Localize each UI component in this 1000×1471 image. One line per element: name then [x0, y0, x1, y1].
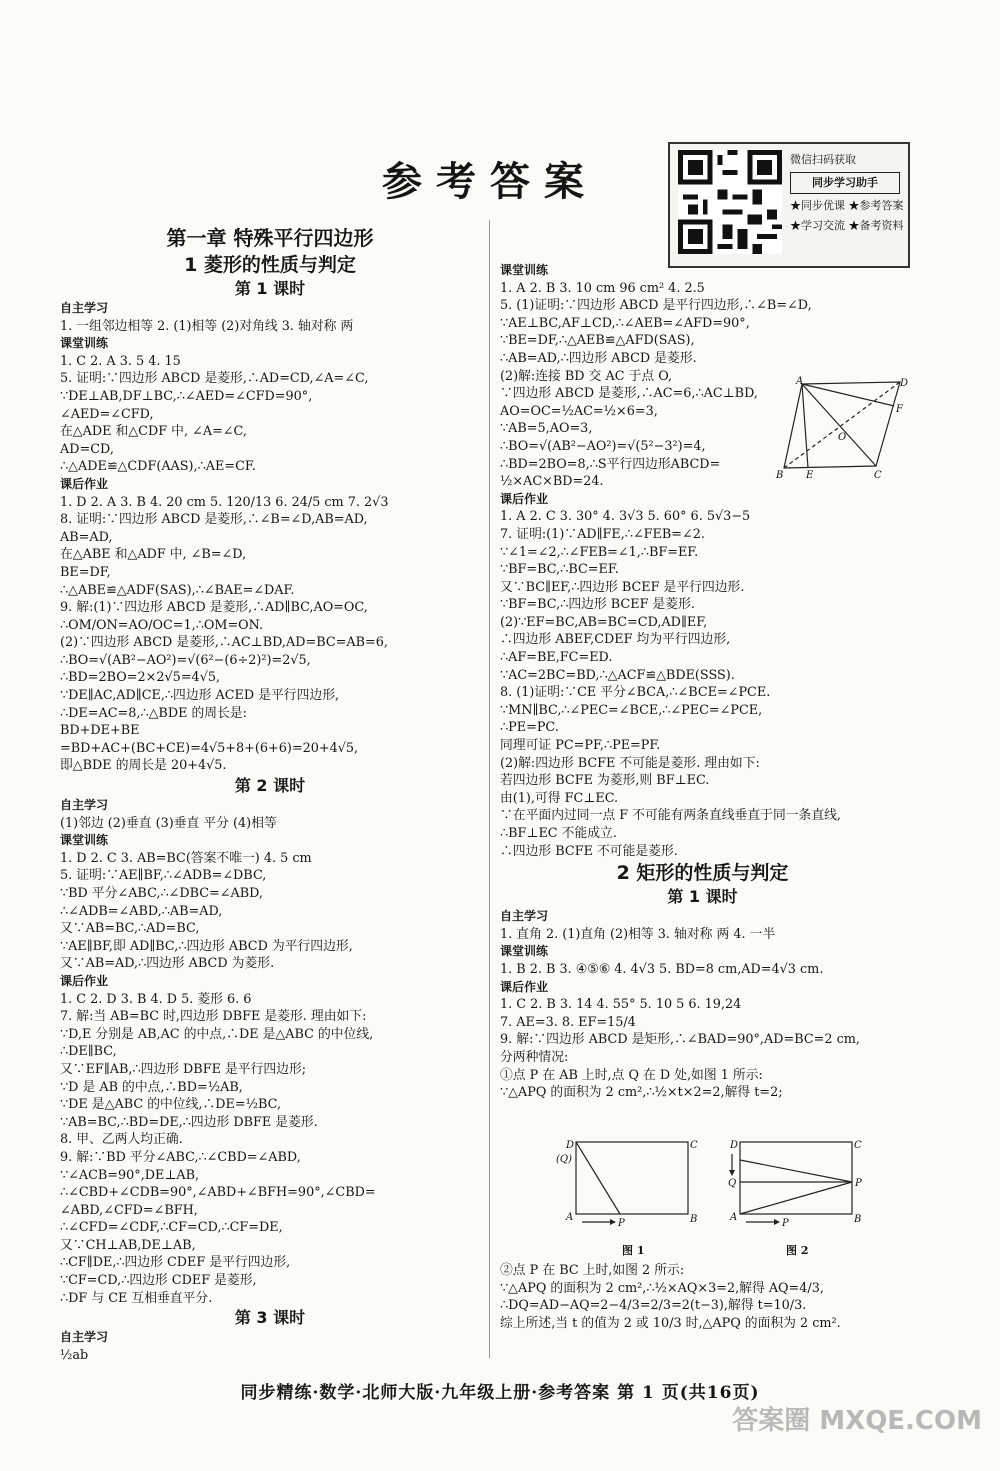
- label-B: B: [690, 1214, 698, 1225]
- answer-line: ∴PE=PC.: [500, 720, 559, 736]
- answer-line: 8. 甲、乙两人均正确.: [60, 1132, 183, 1148]
- answer-line: (2)解:四边形 BCFE 不可能是菱形. 理由如下:: [500, 755, 760, 771]
- label-P: P: [618, 1218, 625, 1229]
- answer-line: 1. A 2. C 3. 30° 4. 3√3 5. 60° 6. 5√3−5: [500, 509, 751, 525]
- answer-line: ∵CF=CD,∴四边形 CDEF 是菱形,: [60, 1273, 257, 1289]
- answer-line: ∵∠1=∠2,∴∠FEB=∠1,∴BF=EF.: [500, 544, 699, 560]
- answer-line: 1. A 2. B 3. 10 cm 96 cm² 4. 2.5: [500, 280, 705, 296]
- answer-line: 若四边形 BCFE 为菱形,则 BF⊥EC.: [500, 773, 710, 789]
- answer-line: ∴DE∥BC,: [60, 1044, 117, 1060]
- qr-promo-box: [668, 142, 910, 268]
- section-heading: 课堂训练: [60, 336, 109, 351]
- page-title: 参考答案: [382, 158, 598, 205]
- section-heading: 自主学习: [500, 909, 549, 924]
- answer-line: ∴四边形 ABEF,CDEF 均为平行四边形,: [500, 632, 731, 648]
- answer-line: 由(1),可得 FC⊥EC.: [500, 790, 619, 806]
- answer-line: 5. (1)证明:∵四边形 ABCD 是平行四边形,∴∠B=∠D,: [500, 298, 812, 314]
- answer-line: 7. 解:当 AB=BC 时,四边形 DBFE 是菱形. 理由如下:: [60, 1009, 367, 1025]
- label-A: A: [566, 1212, 574, 1223]
- section-heading: 自主学习: [60, 798, 109, 813]
- figure-1-caption: 图 1: [622, 1244, 645, 1257]
- answer-line: 8. 证明:∵四边形 ABCD 是菱形,∴∠B=∠D,AB=AD,: [60, 512, 368, 528]
- answer-line: ∴△ADE≌△CDF(AAS),∴AE=CF.: [60, 459, 256, 475]
- answer-line: 又∵CH⊥AB,DE⊥AB,: [60, 1237, 196, 1253]
- answer-line: 又∵AB=AD,∴四边形 ABCD 为菱形.: [60, 956, 275, 972]
- answer-line: ∴四边形 BCFE 不可能是菱形.: [500, 843, 678, 859]
- answer-line: 1. 直角 2. (1)直角 (2)相等 3. 轴对称 两 4. 一半: [500, 926, 776, 942]
- answer-line: 同理可证 PC=PF,∴PE=PF.: [500, 738, 661, 754]
- answer-line: ∵BF=BC,∴四边形 BCEF 是菱形.: [500, 597, 695, 613]
- answer-line: ∵D 是 AB 的中点,∴BD=½AB,: [60, 1079, 243, 1095]
- answer-line: ∵BF=BC,∴BC=EF.: [500, 562, 619, 578]
- label-B: B: [776, 470, 784, 481]
- answer-line: AB=AD,: [60, 529, 113, 545]
- chapter-heading: 2 矩形的性质与判定: [616, 862, 789, 885]
- answer-line: 1. D 2. A 3. B 4. 20 cm 5. 120/13 6. 24/5 cm 7. 2√3: [60, 494, 389, 510]
- answer-line: ½ab: [60, 1347, 89, 1363]
- label-E: E: [806, 470, 814, 481]
- answer-line: 在△ABE 和△ADF 中, ∠B=∠D,: [60, 547, 247, 563]
- section-heading: 课后作业: [500, 979, 549, 994]
- answer-line: ∵∠ACB=90°,DE⊥AB,: [60, 1167, 200, 1183]
- section-heading: 课后作业: [60, 476, 109, 491]
- label-D: D: [566, 1140, 575, 1151]
- answer-line: ∵D,E 分别是 AB,AC 的中点,∴DE 是△ABC 的中位线,: [60, 1026, 374, 1042]
- answer-line: BE=DF,: [60, 564, 111, 580]
- answer-line: 7. 证明:(1)∵AD∥FE,∴∠FEB=∠2.: [500, 526, 705, 542]
- answer-line: ∴BO=√(AB²−AO²)=√(5²−3²)=4,: [500, 438, 706, 454]
- label-A: A: [730, 1212, 738, 1223]
- answer-line: ∵△APQ 的面积为 2 cm²,∴½×AQ×3=2,解得 AQ=4/3,: [500, 1280, 824, 1296]
- answer-line: ∴DF 与 CE 互相垂直平分.: [60, 1290, 213, 1306]
- label-D: D: [730, 1140, 739, 1151]
- answer-line: ∠ABD,∠CFD=∠BFH,: [60, 1202, 198, 1218]
- answer-line: 1. C 2. D 3. B 4. D 5. 菱形 6. 6: [60, 991, 252, 1007]
- label-O: O: [838, 432, 847, 443]
- answer-line: ∴AB=AD,∴四边形 ABCD 是菱形.: [500, 350, 697, 366]
- page-footer: 同步精练·数学·北师大版·九年级上册·参考答案 第 1 页(共16页): [240, 1383, 760, 1403]
- qr-tag: 同步学习助手: [790, 172, 900, 194]
- answer-line: ∵AC=2BC=BD,∴△ACF≌△BDE(SSS).: [500, 667, 735, 683]
- chapter-heading: 第 3 课时: [234, 1308, 306, 1328]
- watermark-logo: 答案圈 MXQE.COM: [732, 1406, 982, 1436]
- label-A: A: [796, 376, 804, 387]
- answer-line: 7. AE=3. 8. EF=15/4: [500, 1014, 636, 1030]
- answer-line: ∵MN∥BC,∴∠PEC=∠BCE,∴∠PEC=∠PCE,: [500, 702, 763, 718]
- answer-line: 9. 解:∵BD 平分∠ABC,∴∠CBD=∠ABD,: [60, 1149, 301, 1165]
- answer-line: ∵AE⊥BC,AF⊥CD,∴∠AEB=∠AFD=90°,: [500, 315, 750, 331]
- answer-line: 即△BDE 的周长是 20+4√5.: [60, 758, 227, 774]
- answer-line: ∴DQ=AD−AQ=2−4/3=2/3=2(t−3),解得 t=10/3.: [500, 1298, 807, 1314]
- answer-line: 又∵AB=BC,∴AD=BC,: [60, 921, 200, 937]
- answer-line: 9. 解:(1)∵四边形 ABCD 是菱形,∴AD∥BC,AO=OC,: [60, 600, 368, 616]
- answer-line: ∴BF⊥EC 不能成立.: [500, 826, 617, 841]
- answer-line: ∠AED=∠CFD,: [60, 406, 154, 422]
- answer-line: ∵在平面内过同一点 F 不可能有两条直线垂直于同一条直线,: [500, 808, 842, 824]
- label-B: B: [854, 1214, 862, 1225]
- label-D: D: [900, 378, 909, 389]
- answer-line: ∵DE 是△ABC 的中位线,∴DE=½BC,: [60, 1097, 282, 1113]
- answer-line: (2)∵EF=BC,AB=BC=CD,AD∥EF,: [500, 614, 708, 630]
- section-heading: 自主学习: [60, 1330, 109, 1345]
- answer-line: ∴∠ADB=∠ABD,∴AB=AD,: [60, 903, 223, 919]
- section-heading: 课堂训练: [60, 833, 109, 848]
- section-heading: 课堂训练: [500, 263, 549, 277]
- qr-feature-1: ★同步优课 ★参考答案: [790, 199, 904, 212]
- rhombus-figure: [776, 374, 909, 486]
- answer-line: ①点 P 在 AB 上时,点 Q 在 D 处,如图 1 所示:: [500, 1067, 763, 1083]
- label-Q: (Q): [556, 1154, 573, 1165]
- answer-line: ∵AE∥BF,即 AD∥BC,∴四边形 ABCD 为平行四边形,: [60, 938, 353, 954]
- rectangle-figure-2: [724, 1138, 884, 1260]
- answer-line: AO=OC=½AC=½×6=3,: [500, 403, 658, 419]
- label-C: C: [854, 1140, 862, 1151]
- answer-line: ∴OM/ON=AO/OC=1,∴OM=ON.: [60, 617, 264, 633]
- answer-line: ∴∠CBD+∠CDB=90°,∠ABD+∠BFH=90°,∠CBD=: [60, 1185, 376, 1201]
- label-C: C: [874, 470, 882, 481]
- label-Q: Q: [728, 1178, 737, 1189]
- answer-line: ∵BE=DF,∴△AEB≌△AFD(SAS),: [500, 333, 695, 349]
- chapter-heading: 第一章 特殊平行四边形: [166, 226, 374, 250]
- label-F: F: [896, 404, 903, 415]
- answer-line: ∴DE=AC=8,∴△BDE 的周长是:: [60, 705, 247, 721]
- chapter-heading: 第 2 课时: [234, 776, 306, 796]
- answer-line: 8. (1)证明:∵CE 平分∠BCA,∴∠BCE=∠PCE.: [500, 685, 771, 701]
- answer-line: ∴BD=2BO=2×2√5=4√5,: [60, 670, 221, 686]
- answer-line: 又∵BC∥EF,∴四边形 BCEF 是平行四边形.: [500, 579, 745, 595]
- answer-line: 在△ADE 和△CDF 中, ∠A=∠C,: [60, 424, 247, 440]
- answer-line: ∵DE⊥AB,DF⊥BC,∴∠AED=∠CFD=90°,: [60, 388, 313, 404]
- figure-2-caption: 图 2: [786, 1244, 809, 1257]
- answer-line: ∴BD=2BO=8,∴S平行四边形ABCD=: [500, 456, 721, 472]
- answer-line: ②点 P 在 BC 上时,如图 2 所示:: [500, 1263, 685, 1278]
- answer-line: ∴AF=BE,FC=ED.: [500, 650, 613, 666]
- answer-line: 综上所述,当 t 的值为 2 或 10/3 时,△APQ 的面积为 2 cm².: [500, 1315, 841, 1331]
- column-divider: [489, 220, 490, 1358]
- answer-line: BD+DE+BE: [60, 723, 140, 739]
- answer-line: ∵AB=BC,∴BD=DE,∴四边形 DBFE 是菱形.: [60, 1114, 318, 1130]
- qr-code-icon[interactable]: [678, 150, 782, 254]
- section-heading: 课堂训练: [500, 944, 549, 959]
- section-heading: 课后作业: [500, 491, 549, 506]
- label-P: P: [782, 1218, 789, 1229]
- label-C: C: [690, 1140, 698, 1151]
- answer-line: 1. C 2. B 3. 14 4. 55° 5. 10 5 6. 19,24: [500, 997, 742, 1013]
- qr-feature-2: ★学习交流 ★备考资料: [790, 219, 904, 232]
- answer-line: 1. 一组邻边相等 2. (1)相等 (2)对角线 3. 轴对称 两: [60, 318, 354, 334]
- chapter-heading: 第 1 课时: [234, 279, 306, 298]
- answer-line: 5. 证明:∵AE∥BF,∴∠ADB=∠DBC,: [60, 868, 267, 884]
- section-heading: 自主学习: [60, 301, 109, 315]
- answer-line: ∴∠CFD=∠CDF,∴CF=CD,∴CF=DE,: [60, 1220, 283, 1236]
- right-column-tail: [500, 1262, 905, 1332]
- answer-line: 9. 解:∵四边形 ABCD 是矩形,∴∠BAD=90°,AD=BC=2 cm,: [500, 1032, 860, 1048]
- answer-line: =BD+AC+(BC+CE)=4√5+8+(6+6)=20+4√5,: [60, 740, 359, 756]
- qr-caption: 微信扫码获取: [790, 153, 856, 166]
- chapter-heading: 1 菱形的性质与判定: [184, 254, 356, 276]
- answer-line: 1. C 2. A 3. 5 4. 15: [60, 353, 181, 369]
- answer-line: 1. B 2. B 3. ④⑤⑥ 4. 4√3 5. BD=8 cm,AD=4√3 cm.: [500, 961, 824, 977]
- label-P-side: P: [855, 1178, 862, 1189]
- answer-line: ∵BD 平分∠ABC,∴∠DBC=∠ABD,: [60, 886, 263, 901]
- answer-line: ∴CF∥DE,∴四边形 CDEF 是平行四边形,: [60, 1255, 291, 1271]
- answer-line: (1)邻边 (2)垂直 (3)垂直 平分 (4)相等: [60, 815, 277, 831]
- answer-line: 1. D 2. C 3. AB=BC(答案不唯一) 4. 5 cm: [60, 850, 312, 866]
- answer-line: (2)∵四边形 ABCD 是菱形,∴AC⊥BD,AD=BC=AB=6,: [60, 635, 388, 651]
- answer-line: (2)解:连接 BD 交 AC 于点 O,: [500, 368, 673, 384]
- chapter-heading: 第 1 课时: [667, 887, 738, 907]
- answer-line: 5. 证明:∵四边形 ABCD 是菱形,∴AD=CD,∠A=∠C,: [60, 371, 369, 387]
- answer-line: ∴BO=√(AB²−AO²)=√(6²−(6÷2)²)=2√5,: [60, 652, 311, 668]
- qr-side-text: [790, 150, 904, 236]
- left-column: [60, 224, 480, 1364]
- section-heading: 课后作业: [60, 973, 109, 988]
- answer-line: ∴△ABE≌△ADF(SAS),∴∠BAE=∠DAF.: [60, 582, 295, 598]
- answer-line: ∵DE∥AC,AD∥CE,∴四边形 ACED 是平行四边形,: [60, 688, 340, 704]
- answer-line: AD=CD,: [60, 441, 114, 457]
- answer-line: ∵AB=5,AO=3,: [500, 421, 593, 437]
- answer-line: 又∵EF∥AB,∴四边形 DBFE 是平行四边形;: [60, 1061, 307, 1077]
- rectangle-figure-1: [556, 1138, 720, 1260]
- answer-line: ½×AC×BD=24.: [500, 474, 604, 490]
- answer-line: ∵四边形 ABCD 是菱形,∴AC=6,∴AC⊥BD,: [500, 386, 758, 402]
- answer-line: 分两种情况:: [500, 1049, 569, 1065]
- answer-line: ∵△APQ 的面积为 2 cm²,∴½×t×2=2,解得 t=2;: [500, 1085, 783, 1101]
